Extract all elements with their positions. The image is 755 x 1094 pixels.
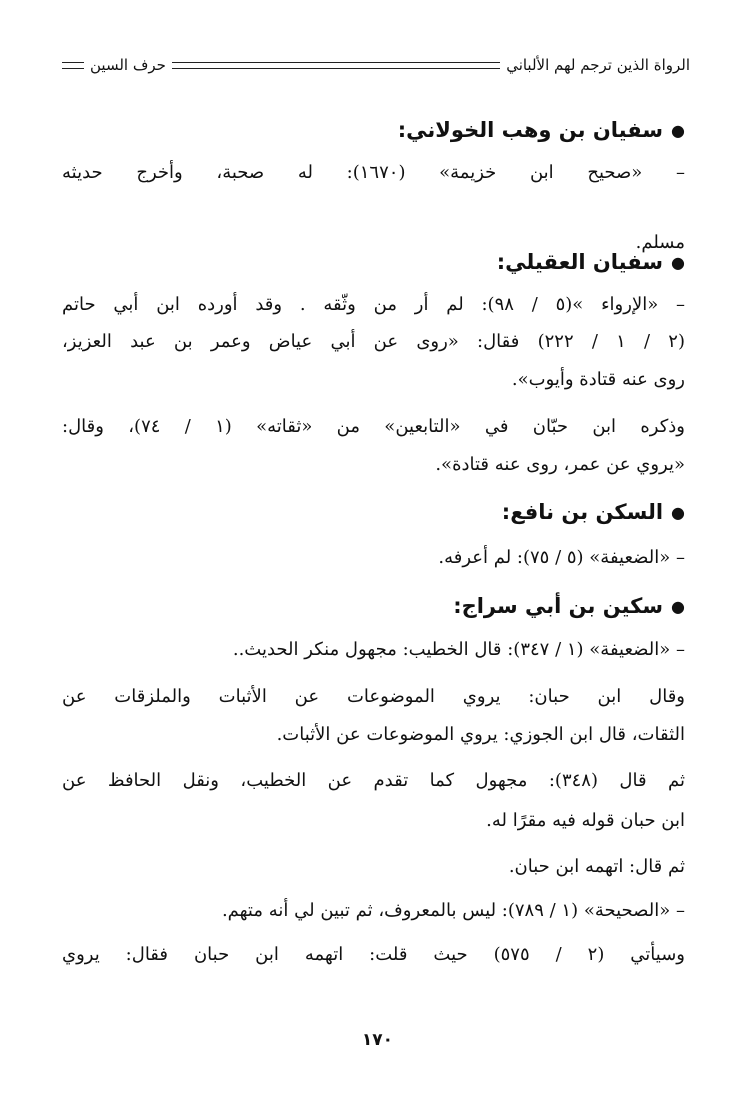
text-line: الثقات، قال ابن الجوزي: يروي الموضوعات عن الأثبات.	[276, 724, 685, 745]
text-line: ثم قال (٣٤٨): مجهول كما تقدم عن الخطيب، ونقل الحافظ عن	[62, 770, 685, 791]
text-line: وقال ابن حبان: يروي الموضوعات عن الأثبات والملزقات عن	[62, 686, 685, 707]
entry-title-text: سفيان العقيلي:	[496, 250, 664, 274]
text-line: ثم قال: اتهمه ابن حبان.	[508, 856, 685, 877]
bullet-icon: ●	[671, 252, 685, 272]
text-line: – «الصحيحة» (١ / ٧٨٩): ليس بالمعروف، ثم تبين لي أنه متهم.	[221, 900, 685, 921]
entry-title-text: سفيان بن وهب الخولاني:	[397, 118, 664, 142]
entry-title	[497, 250, 685, 274]
page-number: ١٧٠	[361, 1030, 394, 1050]
bullet-icon: ●	[671, 502, 685, 522]
text-line: – «الضعيفة» (١ / ٣٤٧): قال الخطيب: مجهول منكر الحديث..	[232, 639, 685, 660]
text-line: «يروي عن عمر، روى عنه قتادة».	[435, 454, 685, 475]
text-line: – «الضعيفة» (٥ / ٧٥): لم أعرفه.	[438, 547, 685, 568]
text-line: مسلم.	[635, 232, 685, 253]
entry-title	[502, 500, 685, 524]
text-line: (٢ / ١ / ٢٢٢) فقال: «روى عن أبي عياض وعمر بن عبد العزيز،	[62, 331, 685, 352]
text-line: ابن حبان قوله فيه مقرًا له.	[486, 810, 685, 831]
bullet-icon: ●	[671, 120, 685, 140]
text-line: وذكره ابن حبّان في «التابعين» من «ثقاته» (١ / ٧٤)، وقال:	[62, 416, 685, 437]
entry-title-text: السكن بن نافع:	[501, 500, 664, 524]
header-book-section: الرواة الذين ترجم لهم الألباني	[506, 56, 690, 74]
text-line: – «الإرواء »(٥ / ٩٨): لم أر من وثّقه . وقد أورده ابن أبي حاتم	[62, 294, 686, 315]
header-rule	[172, 62, 500, 69]
running-header	[62, 50, 690, 80]
entry-title	[398, 118, 685, 142]
text-line: روى عنه قتادة وأيوب».	[511, 369, 685, 390]
entry-title-text: سكين بن أبي سراج:	[453, 594, 664, 618]
bullet-icon: ●	[671, 596, 685, 616]
header-chapter: حرف السين	[90, 56, 166, 74]
text-line: – «صحيح ابن خزيمة» (١٦٧٠): له صحبة، وأخرج حديثه	[62, 162, 685, 183]
header-short-rule	[62, 62, 84, 69]
text-line: وسيأتي (٢ / ٥٧٥) حيث قلت: اتهمه ابن حبان فقال: يروي	[62, 944, 685, 965]
entry-title	[453, 594, 685, 618]
